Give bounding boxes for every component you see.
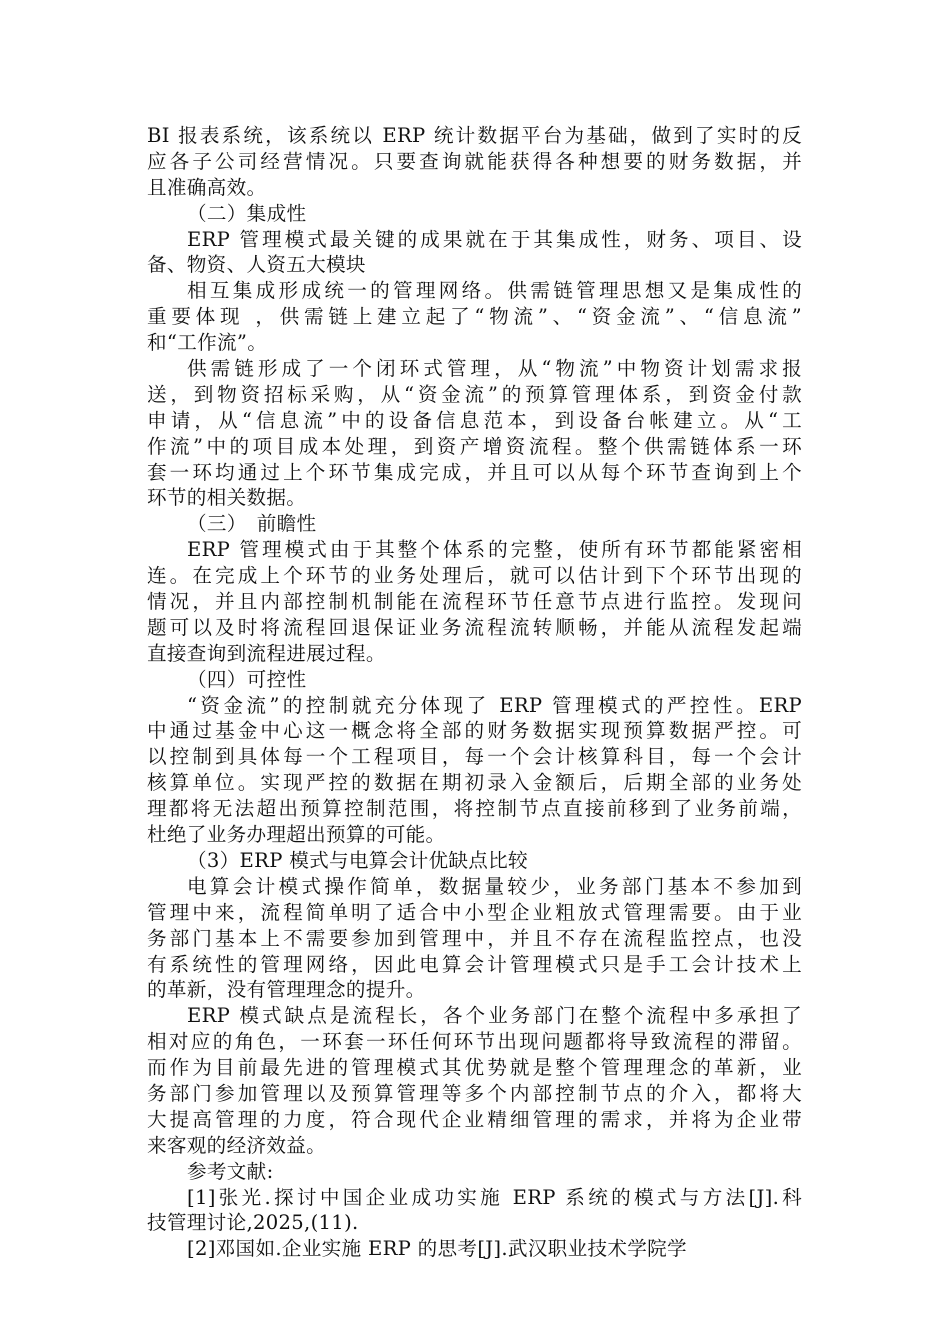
text-line: ERP 模式缺点是流程长，各个业务部门在整个流程中多承担了 xyxy=(187,1004,802,1028)
text-line: 管理中来，流程简单明了适合中小型企业粗放式管理需要。由于业 xyxy=(147,900,802,924)
section-heading-line: （三） 前瞻性 xyxy=(187,512,317,536)
section-heading-line: 参考文献: xyxy=(187,1159,274,1183)
text-line: 来客观的经济效益。 xyxy=(147,1133,327,1157)
text-line: 环节的相关数据。 xyxy=(147,486,307,510)
text-line: 直接查询到流程进展过程。 xyxy=(147,641,386,665)
text-line: [1]张光.探讨中国企业成功实施 ERP 系统的模式与方法[J].科 xyxy=(187,1185,802,1209)
text-line: 大提高管理的力度，符合现代企业精细管理的需求，并将为企业带 xyxy=(147,1107,802,1131)
text-line: 杜绝了业务办理超出预算的可能。 xyxy=(147,823,446,847)
text-line: 务部门基本上不需要参加到管理中，并且不存在流程监控点，也没 xyxy=(147,926,802,950)
text-line: 核算单位。实现严控的数据在期初录入金额后，后期全部的业务处 xyxy=(147,771,802,795)
text-line: 连。在完成上个环节的业务处理后，就可以估计到下个环节出现的 xyxy=(147,564,802,588)
text-line: 备、物资、人资五大模块 xyxy=(147,253,366,277)
text-line: BI 报表系统，该系统以 ERP 统计数据平台为基础，做到了实时的反 xyxy=(147,124,802,147)
text-line: 相互集成形成统一的管理网络。供需链管理思想又是集成性的 xyxy=(187,279,802,303)
text-line: 务部门参加管理以及预算管理等多个内部控制节点的介入，都将大 xyxy=(147,1081,802,1105)
section-heading-line: （四）可控性 xyxy=(187,667,307,691)
text-line: 和“工作流”。 xyxy=(147,331,268,355)
text-line: 题可以及时将流程回退保证业务流程流转顺畅，并能从流程发起端 xyxy=(147,615,802,639)
text-line: [2]邓国如.企业实施 ERP 的思考[J].武汉职业技术学院学 xyxy=(187,1237,687,1261)
text-line: 供需链形成了一个闭环式管理，从“物流”中物资计划需求报 xyxy=(187,357,802,381)
text-line: 套一环均通过上个环节集成完成，并且可以从每个环节查询到上个 xyxy=(147,460,802,484)
text-line: 的革新，没有管理理念的提升。 xyxy=(147,978,426,1002)
text-line: ERP 管理模式最关键的成果就在于其集成性，财务、项目、设 xyxy=(187,227,802,251)
document-page xyxy=(147,123,802,1262)
text-line: 申请，从“信息流”中的设备信息范本，到设备台帐建立。从“工 xyxy=(147,408,802,432)
text-line: 且准确高效。 xyxy=(147,175,267,199)
text-line: 电算会计模式操作简单，数据量较少，业务部门基本不参加到 xyxy=(187,874,802,898)
text-line: 而作为目前最先进的管理模式其优势就是整个管理理念的革新，业 xyxy=(147,1056,802,1080)
text-line: 理都将无法超出预算控制范围，将控制节点直接前移到了业务前端， xyxy=(147,797,802,821)
text-line: 应各子公司经营情况。只要查询就能获得各种想要的财务数据，并 xyxy=(147,149,802,173)
section-heading-line: （二）集成性 xyxy=(187,201,307,225)
text-line: “资金流”的控制就充分体现了 ERP 管理模式的严控性。ERP xyxy=(187,693,802,717)
text-line: 相对应的角色，一环套一环任何环节出现问题都将导致流程的滞留。 xyxy=(147,1030,802,1054)
text-line: 情况，并且内部控制机制能在流程环节任意节点进行监控。发现问 xyxy=(147,590,802,614)
text-line: 以控制到具体每一个工程项目，每一个会计核算科目，每一个会计 xyxy=(147,745,802,769)
text-line: 重要体现 ，供需链上建立起了“物流”、“资金流”、“信息流” xyxy=(147,305,802,329)
section-heading-line: （3）ERP 模式与电算会计优缺点比较 xyxy=(187,848,528,872)
text-line: 技管理讨论,2025,(11). xyxy=(147,1211,359,1235)
text-line: ERP 管理模式由于其整个体系的完整，使所有环节都能紧密相 xyxy=(187,538,802,562)
text-line: 作流”中的项目成本处理，到资产增资流程。整个供需链体系一环 xyxy=(147,434,802,458)
text-line: 中通过基金中心这一概念将全部的财务数据实现预算数据严控。可 xyxy=(147,719,802,743)
text-line: 送，到物资招标采购，从“资金流”的预算管理体系，到资金付款 xyxy=(147,382,802,406)
text-line: 有系统性的管理网络，因此电算会计管理模式只是手工会计技术上 xyxy=(147,952,802,976)
